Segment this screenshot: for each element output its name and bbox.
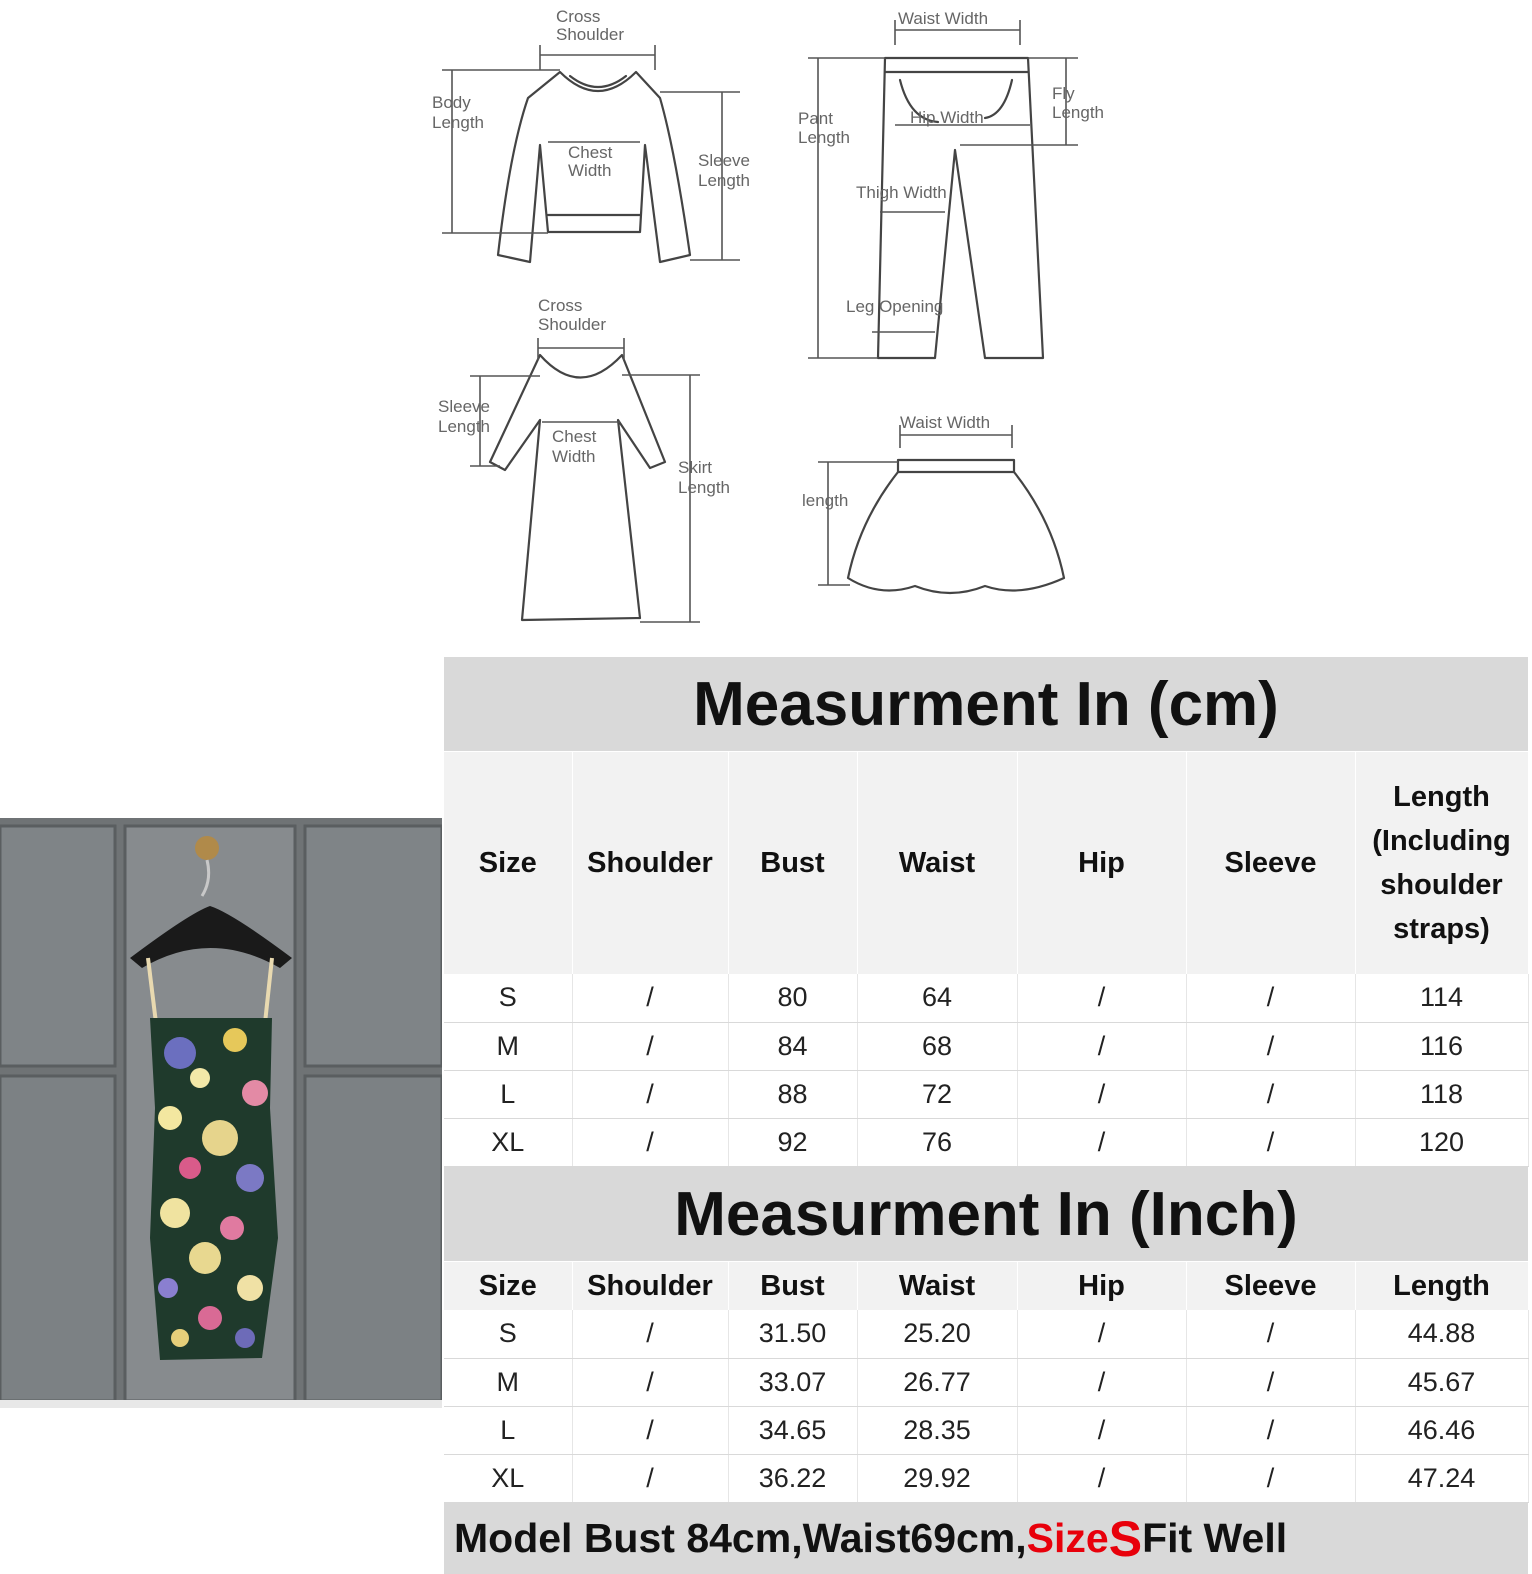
cell: 46.46 [1355, 1406, 1528, 1454]
label-leg-opening: Leg Opening [846, 297, 944, 316]
cm-header-hip: Hip [1017, 752, 1186, 974]
dress-illustration [470, 338, 700, 622]
cell: / [1017, 1022, 1186, 1070]
label-length: length [802, 491, 849, 510]
cm-header-size: Size [444, 752, 572, 974]
inch-table-title: Measurment In (Inch) [444, 1167, 1528, 1261]
inch-header-hip: Hip [1017, 1262, 1186, 1310]
label-chest-width-1-b: Width [568, 161, 612, 180]
cell: / [1186, 974, 1355, 1022]
cell: 80 [728, 974, 857, 1022]
cell: 118 [1355, 1070, 1528, 1118]
table-row [444, 1358, 1528, 1406]
label-thigh-width: Thigh Width [856, 183, 947, 202]
cell: / [572, 1406, 728, 1454]
cell: 33.07 [728, 1358, 857, 1406]
cm-table-title: Measurment In (cm) [444, 657, 1528, 751]
measurement-diagram [0, 0, 1532, 656]
label-sleeve-length-2-b: Length [438, 417, 490, 436]
inch-header-waist: Waist [857, 1262, 1017, 1310]
label-chest-width-1-a: Chest [568, 143, 613, 162]
label-pant-length-b: Length [798, 128, 850, 147]
cell: XL [444, 1118, 572, 1166]
inch-header-size: Size [444, 1262, 572, 1310]
cell: 92 [728, 1118, 857, 1166]
cm-header-row [444, 752, 1528, 974]
cm-header-sleeve: Sleeve [1186, 752, 1355, 974]
cell: 44.88 [1355, 1310, 1528, 1358]
label-cross-shoulder-2-a: Cross [538, 296, 583, 315]
cell: / [1186, 1310, 1355, 1358]
label-waist-width-1: Waist Width [898, 9, 989, 28]
cell: / [1186, 1022, 1355, 1070]
label-cross-shoulder-2-b: Shoulder [538, 315, 607, 334]
cell: L [444, 1406, 572, 1454]
cell: / [572, 1022, 728, 1070]
label-chest-width-2-a: Chest [552, 427, 597, 446]
size-value: S [1108, 1510, 1143, 1567]
cell: 36.22 [728, 1454, 857, 1502]
cm-header-waist: Waist [857, 752, 1017, 974]
label-pant-length-a: Pant [798, 109, 833, 128]
label-sleeve-length-2-a: Sleeve [438, 397, 490, 416]
cell: / [1017, 1454, 1186, 1502]
size-word: Size [1026, 1515, 1109, 1561]
label-skirt-length-a: Skirt [678, 458, 712, 477]
product-photo [0, 818, 442, 1408]
table-row [444, 1310, 1528, 1358]
inch-header-shoulder: Shoulder [572, 1262, 728, 1310]
cell: / [1017, 1118, 1186, 1166]
cell: / [1017, 1358, 1186, 1406]
cell: 84 [728, 1022, 857, 1070]
label-sleeve-length-1-a: Sleeve [698, 151, 750, 170]
cell: L [444, 1070, 572, 1118]
cell: / [572, 1118, 728, 1166]
cell: 72 [857, 1070, 1017, 1118]
label-body-length-b: Length [432, 113, 484, 132]
cell: / [1017, 974, 1186, 1022]
label-cross-shoulder-1-b: Shoulder [556, 25, 625, 44]
label-fly-length-b: Length [1052, 103, 1104, 122]
cell: 114 [1355, 974, 1528, 1022]
inch-header-sleeve: Sleeve [1186, 1262, 1355, 1310]
cell: 28.35 [857, 1406, 1017, 1454]
inch-header-bust: Bust [728, 1262, 857, 1310]
cell: S [444, 974, 572, 1022]
inch-size-table [444, 1262, 1529, 1503]
cell: / [572, 974, 728, 1022]
cell: 76 [857, 1118, 1017, 1166]
cell: / [572, 1070, 728, 1118]
cell: 34.65 [728, 1406, 857, 1454]
table-row [444, 1118, 1528, 1166]
label-fly-length-a: Fly [1052, 84, 1075, 103]
cell: 116 [1355, 1022, 1528, 1070]
cell: / [1186, 1070, 1355, 1118]
table-row [444, 974, 1528, 1022]
label-body-length-a: Body [432, 93, 471, 112]
label-sleeve-length-1-b: Length [698, 171, 750, 190]
cm-header-shoulder: Shoulder [572, 752, 728, 974]
cell: 45.67 [1355, 1358, 1528, 1406]
label-chest-width-2-b: Width [552, 447, 596, 466]
cell: / [1186, 1118, 1355, 1166]
label-skirt-length-b: Length [678, 478, 730, 497]
skirt-illustration [818, 425, 1064, 593]
model-fit-note [444, 1503, 1528, 1574]
table-row [444, 1406, 1528, 1454]
fit-text: Fit Well [1142, 1515, 1288, 1561]
cell: / [1017, 1406, 1186, 1454]
cm-header-bust: Bust [728, 752, 857, 974]
cell: 88 [728, 1070, 857, 1118]
cell: / [1186, 1406, 1355, 1454]
cell: / [1017, 1070, 1186, 1118]
cell: / [1017, 1310, 1186, 1358]
size-chart [444, 657, 1532, 1574]
inch-header-row [444, 1262, 1528, 1310]
cm-size-table [444, 752, 1529, 1167]
label-cross-shoulder-1-a: Cross [556, 7, 601, 26]
table-row [444, 1454, 1528, 1502]
label-hip-width: Hip Width [910, 108, 984, 127]
cell: 47.24 [1355, 1454, 1528, 1502]
cell: / [572, 1358, 728, 1406]
cell: / [1186, 1454, 1355, 1502]
cell: S [444, 1310, 572, 1358]
cm-header-length: Length (Including shoulder straps) [1355, 752, 1528, 974]
cell: XL [444, 1454, 572, 1502]
cell: 120 [1355, 1118, 1528, 1166]
cell: 26.77 [857, 1358, 1017, 1406]
cell: 68 [857, 1022, 1017, 1070]
cell: 29.92 [857, 1454, 1017, 1502]
table-row [444, 1070, 1528, 1118]
cell: 25.20 [857, 1310, 1017, 1358]
table-row [444, 1022, 1528, 1070]
cell: / [572, 1310, 728, 1358]
cell: / [1186, 1358, 1355, 1406]
label-waist-width-2: Waist Width [900, 413, 991, 432]
cell: M [444, 1022, 572, 1070]
cell: / [572, 1454, 728, 1502]
model-measurements-text: Model Bust 84cm,Waist69cm, [454, 1515, 1027, 1561]
inch-header-length: Length [1355, 1262, 1528, 1310]
cell: 64 [857, 974, 1017, 1022]
cell: 31.50 [728, 1310, 857, 1358]
cell: M [444, 1358, 572, 1406]
